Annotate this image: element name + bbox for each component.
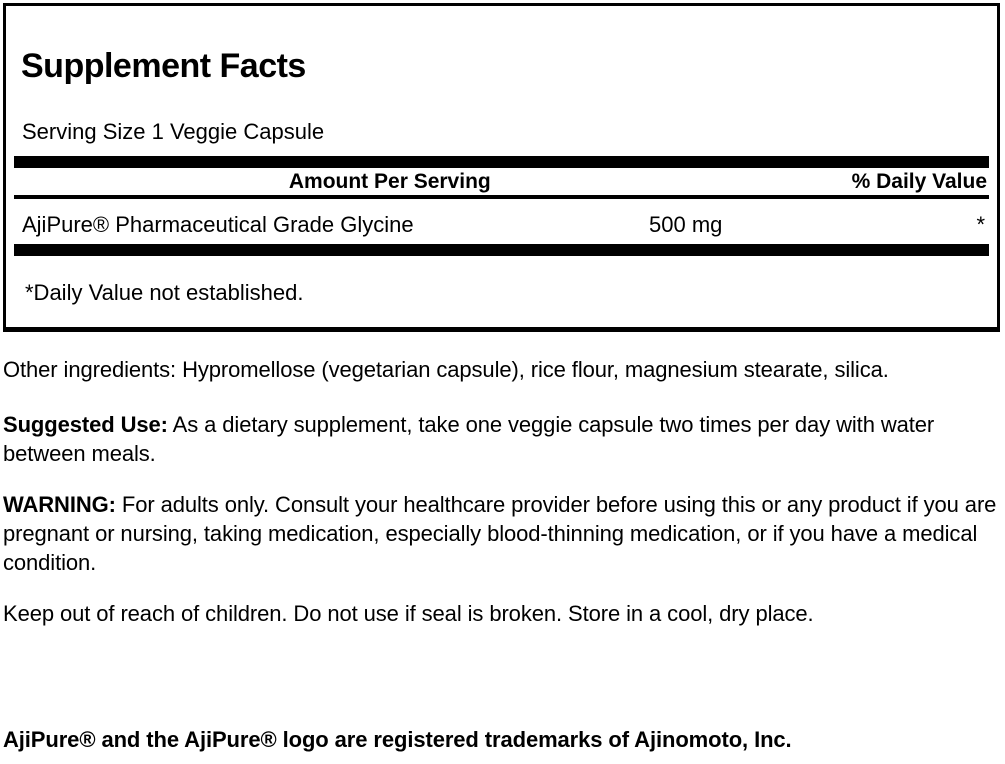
ingredient-name: AjiPure® Pharmaceutical Grade Glycine bbox=[22, 212, 414, 237]
other-ingredients-text: Other ingredients: Hypromellose (vegetarian capsule), rice flour, magnesium stearate, silica. bbox=[3, 357, 889, 382]
column-header-daily-value: % Daily Value bbox=[851, 170, 987, 193]
supplement-facts-panel bbox=[3, 3, 1000, 332]
warning-body: For adults only. Consult your healthcare provider before using this or any product if you are pregnant or nursing, taking medication, especially blood-thinning medication, or if you have a medical condition. bbox=[3, 492, 997, 575]
table-row bbox=[14, 199, 989, 244]
column-header-amount-per-serving: Amount Per Serving bbox=[288, 170, 491, 193]
daily-value-footnote: *Daily Value not established. bbox=[25, 280, 304, 305]
table-header-row bbox=[14, 168, 989, 199]
suggested-use-body: As a dietary supplement, take one veggie capsule two times per day with water between meals. bbox=[3, 412, 935, 466]
supplement-label-page bbox=[0, 3, 1005, 764]
warning-label: WARNING: bbox=[3, 492, 116, 517]
thick-divider-top bbox=[14, 156, 989, 168]
suggested-use-label: Suggested Use: bbox=[3, 412, 168, 437]
thick-divider-bottom bbox=[14, 244, 989, 256]
ingredient-daily-value: * bbox=[976, 212, 985, 237]
ingredient-amount: 500 mg bbox=[649, 212, 723, 237]
panel-title: Supplement Facts bbox=[21, 47, 306, 85]
trademark-note: AjiPure® and the AjiPure® logo are registered trademarks of Ajinomoto, Inc. bbox=[3, 727, 792, 752]
suggested-use-text bbox=[0, 410, 1000, 468]
warning-text bbox=[0, 490, 1000, 577]
serving-size: Serving Size 1 Veggie Capsule bbox=[22, 119, 325, 144]
storage-note: Keep out of reach of children. Do not use if seal is broken. Store in a cool, dry place. bbox=[3, 601, 814, 626]
